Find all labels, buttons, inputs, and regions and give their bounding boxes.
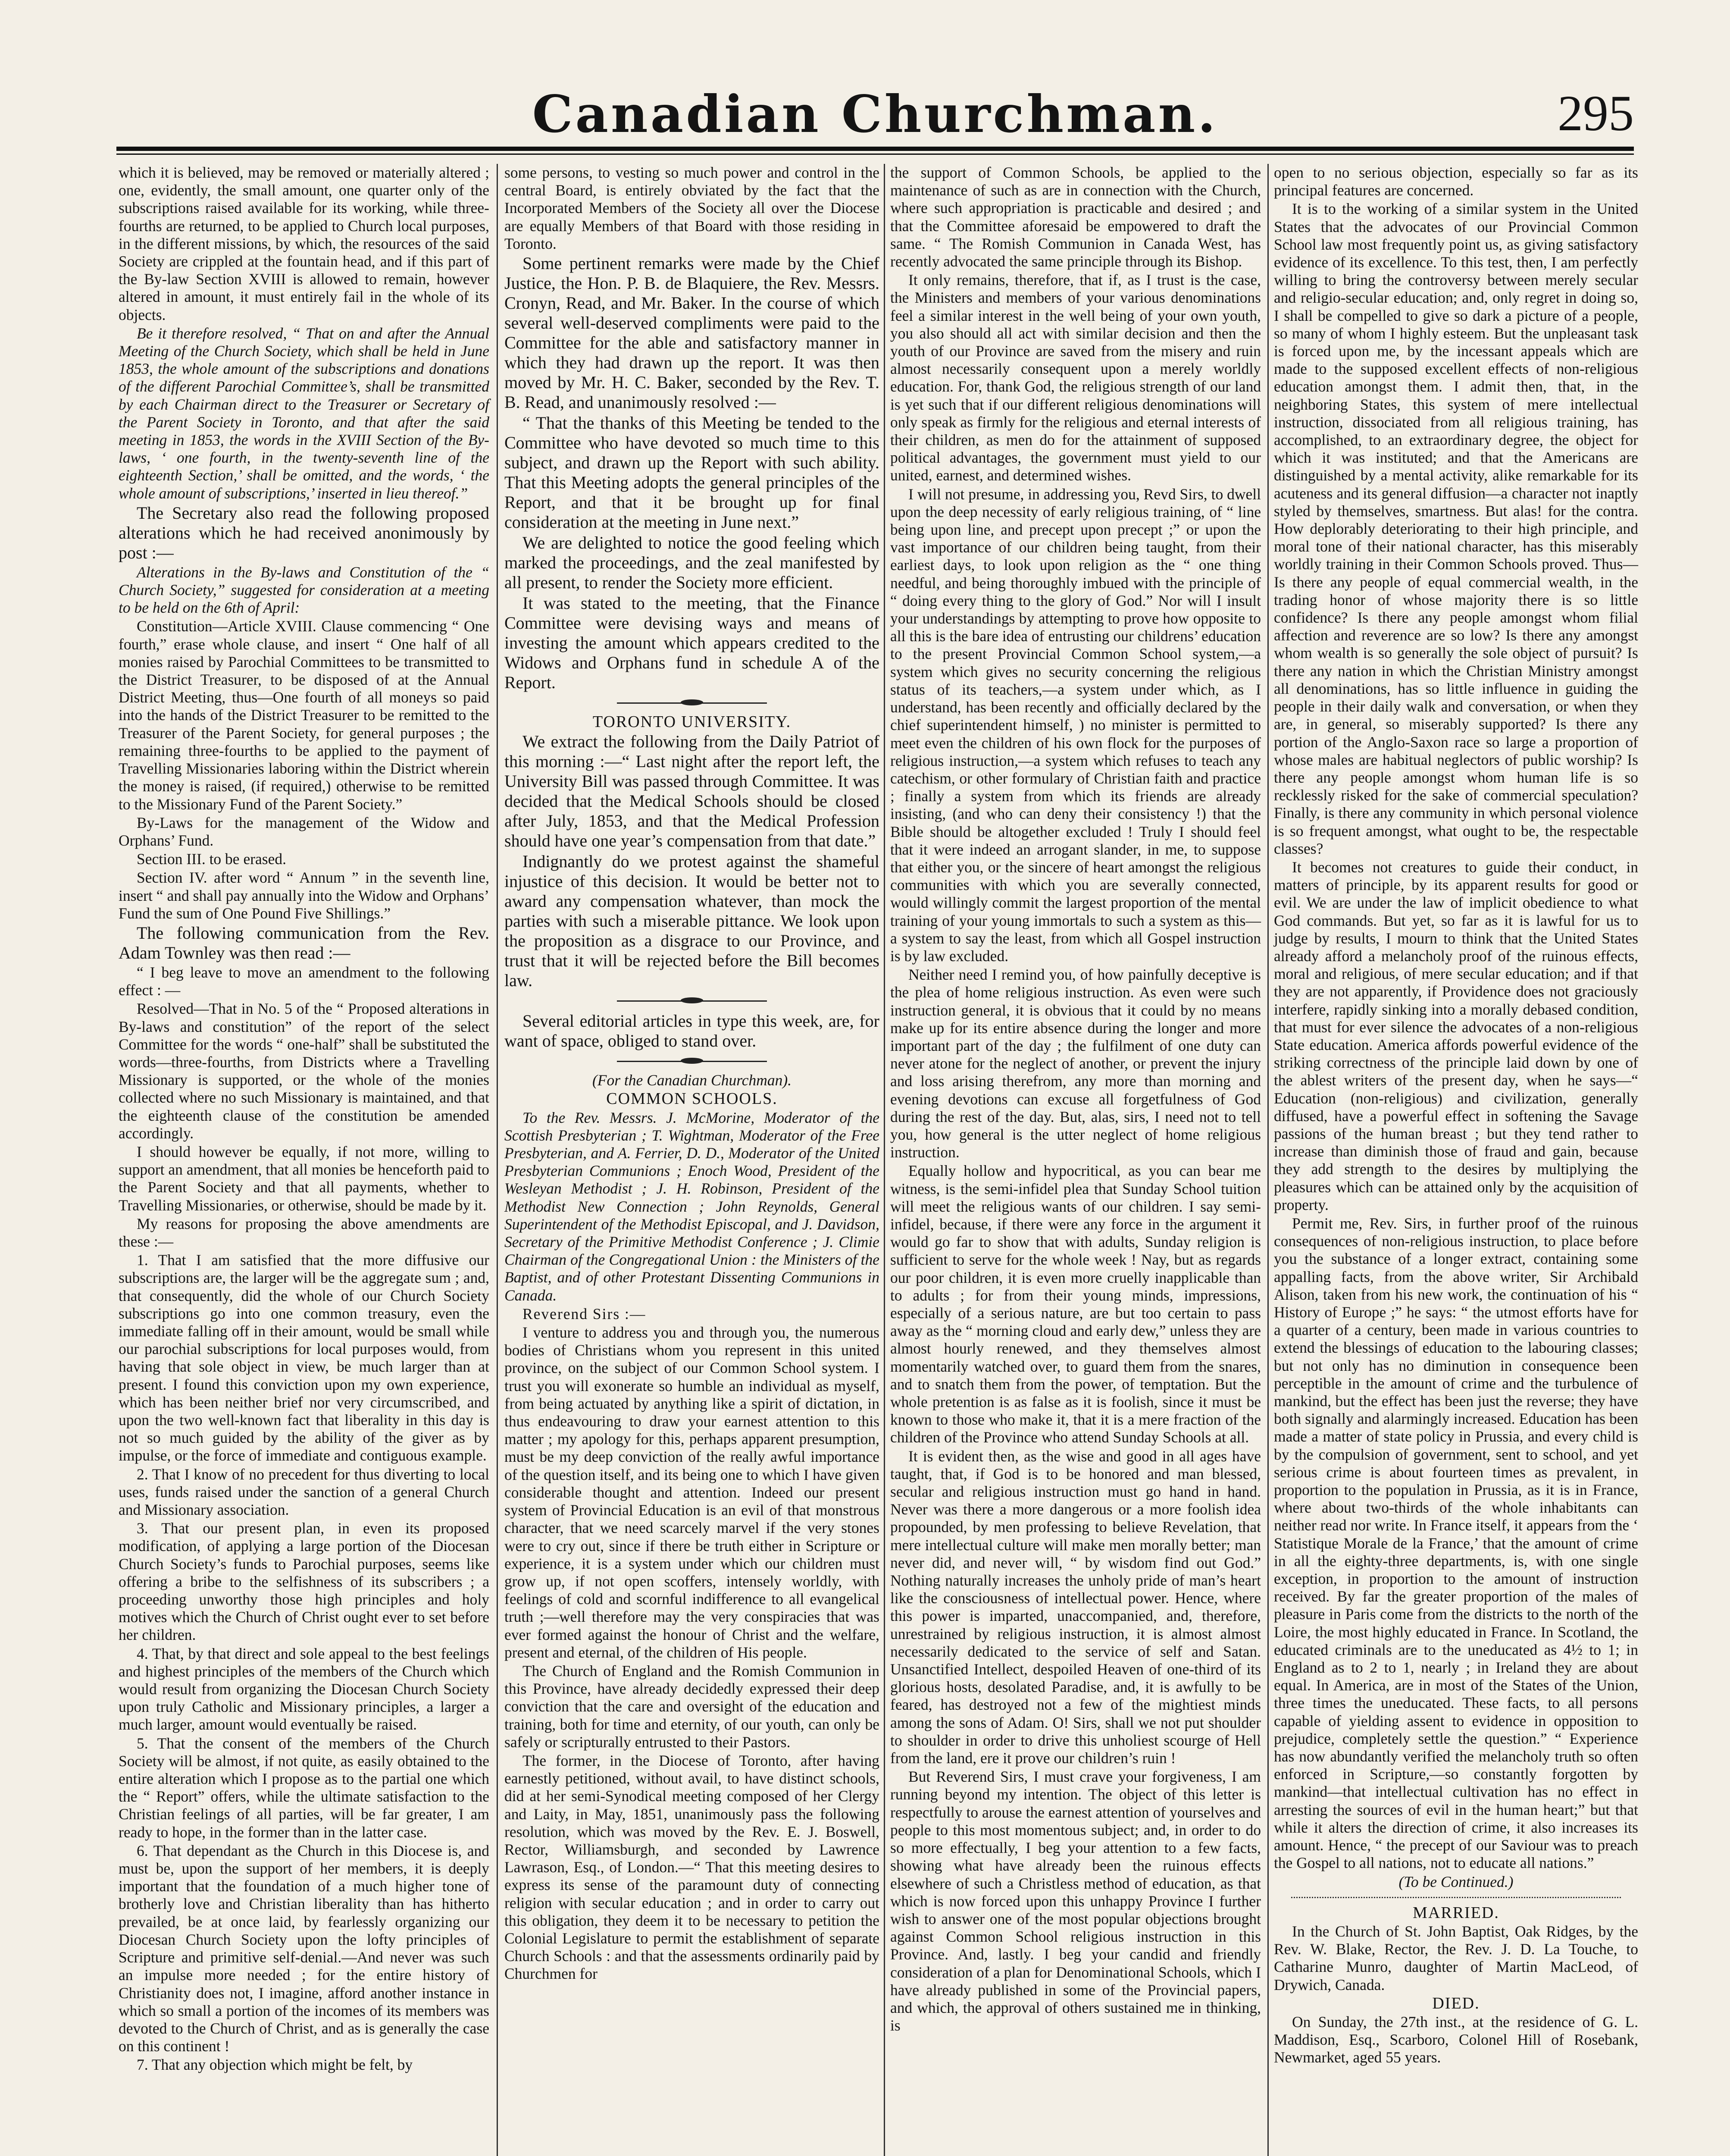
paragraph: It only remains, therefore, that if, as I trust is the case, the Ministers and members of your various denominations feel a similar interest in the well being of your own youth, you also should all act with similar decision and then the youth of our Province are saved from the misery and ruin almost necessarily consequent upon a merely worldly education. For, thank God, the religious strength of our land is yet such that if our different religious denominations will only speak as firmly for the religious and eternal interests of their children, as men do for the attainment of supposed political advantages, the government must yield to our united, earnest, and determined wishes. [890, 271, 1261, 484]
paragraph: The Secretary also read the following proposed alterations which he had received anonimously by post :— [119, 503, 489, 562]
paragraph: Resolved—That in No. 5 of the “ Proposed alterations in By-laws and constitution” of the report of the select Committee for the words “ one-half” shall be substituted the words—three-fourths, from Districts where a Travelling Missionary is supported, or the whole of the monies collected where no such Missionary is maintained, and that the eighteenth clause of the constitution be amended accordingly. [119, 1000, 489, 1142]
paragraph: It becomes not creatures to guide their conduct, in matters of principle, by its apparent results for good or evil. We are under the law of implicit obedience to what God commands. But yet, so far as it is lawful for us to judge by results, I mourn to think that the United States already afford a melancholy proof of the ruinous effects, moral and religious, of mere secular education; and if that they are not apparently, if Providence does not graciously interfere, rapidly sinking into a morally debased condition, that must for ever silence the advocates of a non-religious State education. America affords powerful evidence of the striking correctness of the principle laid down by one of the ablest writers of the present day, when he says—“ Education (non-religious) and civilization, generally diffused, have a powerful effect in softening the Savage passions of the human breast ; but they tend rather to increase than diminish those of fraud and gain, because they add strength to the desires by multiplying the pleasures which can be attained only by the acquisition of property. [1274, 858, 1638, 1213]
notice-paragraph: On Sunday, the 27th inst., at the residence of G. L. Maddison, Esq., Scarboro, Colonel Hill of Rosebank, Newmarket, aged 55 years. [1274, 2013, 1638, 2066]
masthead [112, 84, 1638, 149]
section-heading: MARRIED. [1413, 1903, 1499, 1922]
paragraph: Constitution—Article XVIII. Clause commencing “ One fourth,” erase whole clause, and insert “ One half of all monies raised by Parochial Committees to be transmitted to the District Treasurer, to be disposed of at the Annual District Meeting, thus—One fourth of all moneys so paid into the hands of the District Treasurer to be remitted to the Treasurer of the Parent Society, for general purposes ; the remaining three-fourths to be applied to the payment of Travelling Missionaries laboring within the District wherein the money is raised, (if required,) otherwise to be remitted to the Missionary Fund of the Parent Society.” [119, 617, 489, 813]
paragraph: We extract the following from the Daily Patriot of this morning :—“ Last night after the report left, the University Bill was passed through Committee. It was decided that the Medical Schools should be closed after July, 1853, and that the Medical Profession should have one year’s compensation from that date.” [504, 732, 879, 851]
paragraph: I should however be equally, if not more, willing to support an amendment, that all monies be henceforth paid to the Parent Society and that all payments, whether to Travelling Missionaries, or otherwise, should be made by it. [119, 1143, 489, 1214]
paragraph: Some pertinent remarks were made by the Chief Justice, the Hon. P. B. de Blaquiere, the Rev. Messrs. Cronyn, Read, and Mr. Baker. In the course of which several well-deserved compliments were paid to the Committee for the able and satisfactory manner in which they had drawn up the report. It was then moved by Mr. H. C. Baker, seconded by the Rev. T. B. Read, and unanimously resolved :— [504, 254, 879, 412]
paragraph: Permit me, Rev. Sirs, in further proof of the ruinous consequences of non-religious instruction, to place before you the substance of a longer extract, containing some appalling facts, from the above writer, Sir Archibald Alison, taken from his new work, the continuation of his “ History of Europe ;” he says: “ the utmost efforts have for a quarter of a century, been made in various countries to extend the blessings of education to the labouring classes; but not only has no diminution in consequence been perceptible in the amount of crime and the turbulence of mankind, but the effect has been just the reverse; they have both signally and alarmingly increased. Education has been made a matter of state policy in Prussia, and every child is by the compulsion of government, sent to school, and yet serious crime is about fourteen times as prevalent, in proportion to the population in Prussia, as it is in France, where about two-thirds of the whole inhabitants can neither read nor write. In France itself, it appears from the ‘ Statistique Morale de la France,’ that the amount of crime in all the eighty-three departments, is, with one single exception, in proportion to the amount of instruction received. By far the greater proportion of the males of pleasure in Paris come from the districts to the north of the Loire, the most highly educated in France. In Scotland, the educated criminals are to the uneducated as 4½ to 1; in England as to 2 to 1, nearly ; in Ireland they are about equal. In America, are in most of the States of the Union, three times the uneducated. These facts, to all persons capable of yielding assent to evidence in opposition to prejudice, completely settle the question.” “ Experience has now abundantly verified the melancholy truth so often enforced in Scripture,—so constantly forgotten by mankind—that intellectual cultivation has no effect in arresting the sources of evil in the human heart;” but that while it alters the direction of crime, it also increases its amount. Hence, “ the precept of our Saviour was to preach the Gospel to all nations, not to educate all nations.” [1274, 1214, 1638, 1872]
section-ornament [504, 699, 879, 707]
section-heading: TORONTO UNIVERSITY. [592, 713, 791, 731]
salutation: Reverend Sirs :— [522, 1305, 646, 1322]
paragraph: 2. That I know of no precedent for thus diverting to local uses, funds raised under the sanction of a general Church and Missionary association. [119, 1465, 489, 1519]
paragraph: which it is believed, may be removed or materially altered ; one, evidently, the small amount, one quarter only of the subscriptions raised available for its working, while three-fourths are returned, to be applied to Church local purposes, in the different missions, by which, the resources of the said Society are crippled at the fountain head, and if this part of the By-law Section XVIII is allowed to remain, however altered in amount, it must entirely fail in the whole of its objects. [119, 164, 489, 323]
page-number: 295 [1558, 85, 1634, 141]
section-heading: COMMON SCHOOLS. [606, 1090, 778, 1108]
paragraph: By-Laws for the management of the Widow and Orphans’ Fund. [119, 814, 489, 849]
paragraph: Section IV. after word “ Annum ” in the seventh line, insert “ and shall pay annually into the Widow and Orphans’ Fund the sum of One Pound Five Shillings.” [119, 869, 489, 922]
paragraph: open to no serious objection, especially so far as its principal features are concerned. [1274, 164, 1638, 199]
column-divider [884, 164, 885, 2156]
continued-note: (To be Continued.) [1398, 1873, 1514, 1890]
paragraph: Several editorial articles in type this week, are, for want of space, obliged to stand over. [504, 1011, 879, 1051]
column-divider [497, 164, 498, 2156]
column-2 [504, 164, 879, 1984]
paragraph: Equally hollow and hypocritical, as you can bear me witness, is the semi-infidel plea that Sunday School tuition will meet the religious wants of our children. I say semi-infidel, because, if there were any force in the argument it would go far to show that with adults, Sunday religion is sufficient to serve for the whole week ! Nay, but as regards our poor children, it is even more cruelly inapplicable than to adults ; for from their young minds, impressions, especially of a serious nature, are but too certain to pass away as the “ morning cloud and early dew,” unless they are almost hourly renewed, and they themselves almost momentarily watched over, to guard them from the snares, and to snatch them from the power, of temptation. But the whole pretention is as false as it is foolish, since it must be known to those who make it, that it is a mere fraction of the children of the Province who attend Sunday Schools at all. [890, 1162, 1261, 1446]
paragraph: “ That the thanks of this Meeting be tended to the Committee who have devoted so much time to this subject, and drawn up the Report with such ability. That this Meeting adopts the general principles of the Report, and that it be brought up for final consideration at the meeting in June next.” [504, 413, 879, 532]
paragraph: It is to the working of a similar system in the United States that the advocates of our Provincial Common School law most frequently point us, as giving satisfactory evidence of its excellence. To this test, then, I am perfectly willing to bring the controversy between merely secular and religio-secular education; and, only regret in doing so, I shall be compelled to give so dark a picture of a people, so many of whom I highly esteem. But the unpleasant task is forced upon me, by the incessant appeals which are made to the supposed excellent effects of non-religious education amongst them. I admit then, that, in the neighboring States, this system of mere intellectual instruction, dissociated from all religious training, has accomplished, to an extraordinary degree, the object for which it was instituted; and that the Americans are distinguished by a mental activity, alike remarkable for its acuteness and its general diffusion—a character not inaptly styled by themselves, smartness. But alas! for the contra. How deplorably deteriorating to their high principle, and moral tone of their national character, has this miserably worldly training in their Common Schools proved. Thus—Is there any people of equal commercial wealth, in the trading honor of whose majority there is so little confidence? Is there any people amongst whom filial affection and reverence are so low? Is there any amongst whom wealth is so generally the sole object of pursuit? Is there any nation in which the Christian Ministry amongst all denominations, has so little influence in guiding the people in their daily walk and conversation, or when they are, in general, so miserably supported? Is there any portion of the Anglo-Saxon race so large a proportion of whose males are habitual neglectors of public worship? Is there any people amongst whom human life is so recklessly risked for the sake of commercial speculation? Finally, is there any community in which personal violence is so frequent amongst, what ought to be, the respectable classes? [1274, 200, 1638, 857]
masthead-rule-thin [116, 154, 1634, 155]
paragraph: But Reverend Sirs, I must crave your forgiveness, I am running beyond my intention. The object of this letter is respectfully to arouse the earnest attention of yourselves and people to this most momentous subject; and, in order to do so more effectually, I beg your attention to a few facts, showing what have already been the ruinous effects elsewhere of such a Christless method of education, as that which is now forced upon this unhappy Province I further wish to answer one of the most popular objections brought against Common School religious instruction in this Province. And, lastly. I beg your candid and friendly consideration of a plan for Denominational Schools, which I have already published in some of the Provincial papers, and which, the approval of others sustained me in thinking, is [890, 1768, 1261, 2034]
column-4 [1274, 164, 1638, 2068]
paragraph: Be it therefore resolved, “ That on and after the Annual Meeting of the Church Society, which shall be held in June 1853, the whole amount of the subscriptions and donations of the different Parochial Committee’s, shall be transmitted by each Chairman direct to the Treasurer or Secretary of the Parent Society in Toronto, and that after the said meeting in 1853, the words in the XVIII Section of the By-laws, ‘ one fourth, in the twenty-seventh line of the eighteenth Section,’ shall be omitted, and the words, ‘ the whole amount of subscriptions,’ inserted in lieu thereof.” [119, 324, 489, 502]
dotted-divider [1291, 1897, 1621, 1898]
paragraph: 4. That, by that direct and sole appeal to the best feelings and highest principles of the members of the Church which would result from organizing the Diocesan Church Society upon truly Catholic and Missionary principles, a larger a much larger, amount would eventually be raised. [119, 1645, 489, 1733]
paragraph: The former, in the Diocese of Toronto, after having earnestly petitioned, without avail, to have distinct schools, did at her semi-Synodical meeting composed of her Clergy and Laity, in May, 1851, unanimously pass the following resolution, which was moved by the Rev. E. J. Boswell, Rector, Williamsburgh, and seconded by Lawrence Lawrason, Esq., of London.—“ That this meeting desires to express its sense of the paramount duty of connecting religion with secular education ; and in order to carry out this obligation, they deem it to be necessary to petition the Colonial Legislature to permit the establishment of separate Church Schools : and that the assessments ordinarily paid by Churchmen for [504, 1752, 879, 1983]
newspaper-title: Canadian Churchman. [532, 84, 1218, 144]
paragraph: My reasons for proposing the above amendments are these :— [119, 1215, 489, 1250]
byline: (For the Canadian Churchman). [592, 1072, 792, 1089]
column-1 [119, 164, 489, 2075]
paragraph: 3. That our present plan, in even its proposed modification, of applying a large portion of the Diocesan Church Society’s funds to Parochial purposes, seems like offering a bribe to the selfishness of its subscribers ; a proceeding unworthy those high principles and holy motives which the Church of Christ ought ever to set before her children. [119, 1520, 489, 1644]
paragraph: “ I beg leave to move an amendment to the following effect : — [119, 963, 489, 999]
paragraph: 5. That the consent of the members of the Church Society will be almost, if not quite, as easily obtained to the entire alteration which I propose as to the partial one which the “ Report” offers, while the ultimate satisfaction to the Christian feelings of all parties, will be far greater, I am ready to hope, in the former than in the latter case. [119, 1734, 489, 1841]
paragraph: We are delighted to notice the good feeling which marked the proceedings, and the zeal manifested by all present, to render the Society more efficient. [504, 533, 879, 592]
paragraph: Section III. to be erased. [137, 850, 286, 868]
section-ornament [504, 997, 879, 1005]
paragraph: To the Rev. Messrs. J. McMorine, Moderator of the Scottish Presbyterian ; T. Wightman, Moderator of the Free Presbyterian, and A. Ferrier, D. D., Moderator of the United Presbyterian Communions ; Enoch Wood, President of the Wesleyan Methodist ; J. H. Robinson, President of the Methodist New Connection ; John Reynolds, General Superintendent of the Methodist Episcopal, and J. Davidson, Secretary of the Primitive Methodist Conference ; J. Climie Chairman of the Congregational Union : the Ministers of the Baptist, and of other Protestant Dissenting Communions in Canada. [504, 1109, 879, 1304]
section-heading: DIED. [1432, 1994, 1480, 2012]
paragraph: It was stated to the meeting, that the Finance Committee were devising ways and means of investing the amount which appears credited to the Widows and Orphans fund in schedule A of the Report. [504, 593, 879, 693]
paragraph: The following communication from the Rev. Adam Townley was then read :— [119, 923, 489, 962]
paragraph: I venture to address you and through you, the numerous bodies of Christians whom you represent in this united province, on the subject of our Common School system. I trust you will exonerate so humble an individual as myself, from being actuated by anything like a spirit of dictation, in thus endeavouring to draw your earnest attention to this matter ; my apology for this, perhaps apparent presumption, must be my deep conviction of the really awful importance of the question itself, and its being one to which I have given considerable thought and attention. Indeed our present system of Provincial Education is an evil of that monstrous character, that we need scarcely marvel if the very stones were to cry out, since if there be truth either in Scripture or experience, it is a system under which our children must grow up, if not open scoffers, intensely worldly, with feelings of cold and scornful indifference to all evangelical truth ;—well therefore may the very conspiracies that was ever formed against the honour of Christ and the welfare, present and eternal, of the children of His people. [504, 1324, 879, 1661]
paragraph: It is evident then, as the wise and good in all ages have taught, that, if God is to be honored and man blessed, secular and religious instruction must go hand in hand. Never was there a more dangerous or a more foolish idea propounded, by men professing to believe Revelation, that mere intellectual culture will make men morally better; man never did, and never will, “ by wisdom find out God.” Nothing naturally increases the unholy pride of man’s heart like the consciousness of intellectual power. Hence, where this power is imparted, unaccompanied, and, therefore, unrestrained by religious instruction, it is almost almost necessarily dedicated to the service of self and Satan. Unsanctified Intellect, despoiled Heaven of one-third of its glorious hosts, desolated Paradise, and, it is awfully to be feared, has destroyed not a few of the mightiest minds among the sons of Adam. O! Sirs, shall we not put shoulder to shoulder in order to drive this unholiest scourge of Hell from the land, ere it prove our children’s ruin ! [890, 1447, 1261, 1767]
column-divider [1267, 164, 1269, 2156]
paragraph: the support of Common Schools, be applied to the maintenance of such as are in connection with the Church, where such appropriation is practicable and desired ; and that the Committee aforesaid be empowered to draft the same. “ The Romish Communion in Canada West, has recently advocated the same principle through its Bishop. [890, 164, 1261, 270]
notice-paragraph: In the Church of St. John Baptist, Oak Ridges, by the Rev. W. Blake, Rector, the Rev. J. D. La Touche, to Catharine Munro, daughter of Martin MacLeod, of Drywich, Canada. [1274, 1922, 1638, 1993]
paragraph: 6. That dependant as the Church in this Diocese is, and must be, upon the support of her members, it is deeply important that the foundation of a much higher tone of brotherly love and Christian liberality than has hitherto prevailed, be at once laid, by fearlessly organizing our Diocesan Church Society upon the lofty principles of Scripture and primitive self-denial.—And never was such an impulse more needed ; for the entire history of Christianity does not, I imagine, afford another instance in which so small a portion of the incomes of its members was devoted to the Church of Christ, and as is generally the case on this continent ! [119, 1842, 489, 2055]
paragraph: 1. That I am satisfied that the more diffusive our subscriptions are, the larger will be the aggregate sum ; and, that consequently, did the whole of our Church Society subscriptions go into one common treasury, even the immediate falling off in their amount, would be small while our parochial subscriptions for local purposes would, from having that sole object in view, be much larger than at present. I found this conviction upon my own experience, which has been neither brief nor very circumscribed, and upon the two well-known fact that liberality in this day is not so much guided by the ability of the giver as by impulse, or the force of immediate and contiguous example. [119, 1251, 489, 1464]
paragraph: I will not presume, in addressing you, Revd Sirs, to dwell upon the deep necessity of early religious training, of “ line being upon line, and precept upon precept ;” or upon the vast importance of our children being taught, from their earliest days, to look upon religion as the “ one thing needful, and being thoroughly imbued with the principle of “ doing every thing to the glory of God.” Nor will I insult your understandings by attempting to prove how opposite to all this is the bare idea of entrusting our childrens’ education to the present Provincial Common School system,—a system which gives no security concerning the religious status of its teachers,—a system under which, as I understand, has been recently and officially declared by the chief superintendent himself, ) no minister is permitted to meet even the children of his own flock for the purposes of religious instruction,—a system which refuses to teach any catechism, or other formulary of Christian faith and practice ; finally a system from which its friends are already insisting, (and who can deny their consistency !) that the Bible should be altogether excluded ! Truly I should feel that it were indeed an arrogant slander, in me, to suppose that either you, or the sincere of heart amongst the religious communities with which you are severally connected, would willingly commit the largest proportion of the mental training of your young immortals to such a system as this—a system to say the least, from which all Gospel instruction is by law excluded. [890, 485, 1261, 965]
paragraph: Neither need I remind you, of how painfully deceptive is the plea of home religious instruction. As even were such instruction general, it is obvious that it could by no means make up for its entire absence during the longer and more important part of the day ; the fulfilment of one duty can never atone for the neglect of another, or prevent the injury and loss arising therefrom, any more than morning and evening devotions can excuse all forgetfulness of God during the rest of the day. But, alas, sirs, I need not to tell you, how general is the utter neglect of home religious instruction. [890, 966, 1261, 1161]
masthead-rule [116, 147, 1634, 151]
paragraph: Indignantly do we protest against the shameful injustice of this decision. It would be better not to award any compensation whatever, than mock the parties with such a miserable pittance. We look upon the proposition as a disgrace to our Province, and trust that it will be rejected before the Bill becomes law. [504, 852, 879, 990]
paragraph: The Church of England and the Romish Communion in this Province, have already decidedly expressed their deep conviction that the care and oversight of the education and training, both for time and eternity, of our youth, can only be safely or scripturally entrusted to their Pastors. [504, 1662, 879, 1751]
paragraph: 7. That any objection which might be felt, by [137, 2056, 413, 2074]
section-ornament [504, 1057, 879, 1065]
paragraph: some persons, to vesting so much power and control in the central Board, is entirely obviated by the fact that the Incorporated Members of the Society all over the Diocese are equally Members of that Board with those residing in Toronto. [504, 164, 879, 252]
column-3 [890, 164, 1261, 2035]
paragraph: Alterations in the By-laws and Constitution of the “ Church Society,” suggested for consideration at a meeting to be held on the 6th of April: [119, 563, 489, 617]
